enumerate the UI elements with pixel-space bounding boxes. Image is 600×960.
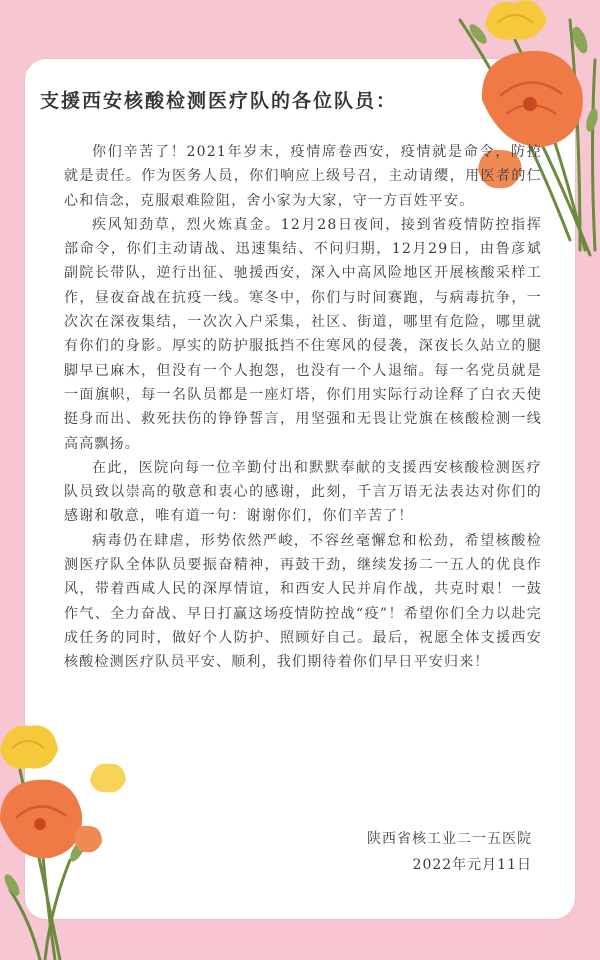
paragraph: 病毒仍在肆虐，形势依然严峻，不容丝毫懈怠和松劲，希望核酸检测医疗队全体队员要振奋精神，再鼓干劲，继续发扬二一五人的优良作风，带着西咸人民的深厚情谊，和西安人民并肩作战，共克时艰！一鼓作气、全力奋战、早日打赢这场疫情防控战“疫”！希望你们全力以赴完成任务的同时，做好个人防护、照顾好自己。最后，祝愿全体支援西安核酸检测医疗队员平安、顺利，我们期待着你们早日平安归来！	[64, 532, 542, 671]
signature-block	[367, 826, 532, 878]
signature-organization: 陕西省核工业二一五医院	[367, 831, 532, 847]
paragraph: 在此，医院向每一位辛勤付出和默默奉献的支援西安核酸检测医疗队员致以崇高的敬意和衷心的感谢，此刻，千言万语无法表达对你们的感谢和敬意，唯有道一句：谢谢你们，你们辛苦了！	[64, 459, 542, 525]
poppy-flower-illustration-bottom-left	[0, 710, 130, 960]
letter-body	[64, 140, 542, 675]
paragraph: 疾风知劲草，烈火炼真金。12月28日夜间，接到省疫情防控指挥部命令，你们主动请战、迅速集结、不问归期，12月29日，由鲁彦斌副院长带队，逆行出征、驰援西安，深入中高风险地区开展核酸采样工作，昼夜奋战在抗疫一线。寒冬中，你们与时间赛跑，与病毒抗争，一次次在深夜集结，一次次入户采集，社区、街道，哪里有危险，哪里就有你们的身影。厚实的防护服抵挡不住寒风的侵袭，深夜长久站立的腿脚早已麻木，但没有一个人抱怨，也没有一个人退缩。每一名党员就是一面旗帜，每一名队员都是一座灯塔，你们用实际行动诠释了白衣天使挺身而出、救死扶伤的铮铮誓言，用坚强和无畏让党旗在核酸检测一线高高飘扬。	[64, 216, 542, 452]
signature-date: 2022年元月11日	[412, 857, 532, 873]
letter-title: 支援西安核酸检测医疗队的各位队员：	[40, 90, 398, 112]
paragraph: 你们辛苦了！2021年岁末，疫情席卷西安，疫情就是命令，防控就是责任。作为医务人员，你们响应上级号召，主动请缨，用医者的仁心和信念，克服艰难险阻，舍小家为大家，守一方百姓平安。	[64, 144, 542, 209]
